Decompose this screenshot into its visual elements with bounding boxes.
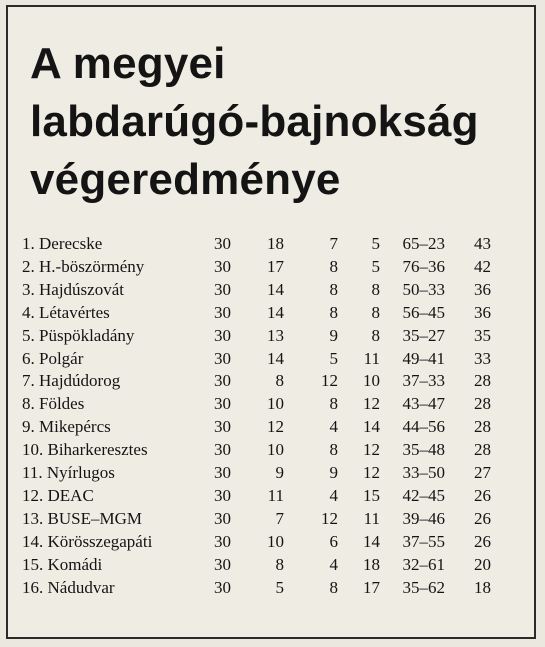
wins-cell: 8 — [275, 371, 284, 391]
wins-cell: 10 — [267, 394, 284, 414]
matches-played-cell: 30 — [214, 531, 231, 551]
team-name-cell: 13. BUSE–MGM — [22, 508, 142, 528]
table-row — [22, 508, 491, 531]
draws-cell: 7 — [329, 234, 338, 253]
draws-cell: 5 — [329, 348, 338, 368]
losses-cell: 12 — [363, 394, 380, 414]
wins-cell: 14 — [267, 302, 284, 322]
goal-ratio-cell: 33–50 — [402, 463, 445, 483]
wins-cell: 13 — [267, 325, 284, 345]
goal-ratio-cell: 50–33 — [402, 279, 445, 299]
table-row — [22, 554, 491, 577]
matches-played-cell: 30 — [214, 554, 231, 574]
team-name-cell: 6. Polgár — [22, 348, 84, 368]
team-name-cell: 16. Nádudvar — [22, 577, 115, 597]
points-cell: 33 — [474, 348, 491, 368]
team-name-cell: 4. Létavértes — [22, 302, 110, 322]
losses-cell: 8 — [371, 279, 380, 299]
wins-cell: 7 — [275, 508, 284, 528]
draws-cell: 12 — [321, 371, 338, 391]
matches-played-cell: 30 — [214, 508, 231, 528]
table-row — [22, 531, 491, 554]
table-row — [22, 416, 491, 439]
goal-ratio-cell: 76–36 — [402, 256, 445, 276]
matches-played-cell: 30 — [214, 325, 231, 345]
team-name-cell: 3. Hajdúszovát — [22, 279, 124, 299]
draws-cell: 8 — [329, 394, 338, 414]
table-row — [22, 370, 491, 393]
matches-played-cell: 30 — [214, 417, 231, 437]
points-cell: 26 — [474, 485, 491, 505]
points-cell: 28 — [474, 394, 491, 414]
matches-played-cell: 30 — [214, 234, 231, 253]
draws-cell: 6 — [329, 531, 338, 551]
wins-cell: 8 — [275, 554, 284, 574]
draws-cell: 4 — [329, 554, 338, 574]
wins-cell: 14 — [267, 348, 284, 368]
points-cell: 18 — [474, 577, 491, 597]
team-name-cell: 1. Derecske — [22, 234, 103, 253]
losses-cell: 18 — [363, 554, 380, 574]
goal-ratio-cell: 35–48 — [402, 440, 445, 460]
table-row — [22, 348, 491, 371]
points-cell: 20 — [474, 554, 491, 574]
losses-cell: 11 — [363, 348, 380, 368]
goal-ratio-cell: 35–62 — [402, 577, 445, 597]
points-cell: 27 — [474, 463, 491, 483]
article-title — [30, 35, 530, 209]
goal-ratio-cell: 35–27 — [402, 325, 445, 345]
losses-cell: 17 — [363, 577, 380, 597]
table-row — [22, 233, 491, 256]
goal-ratio-cell: 65–23 — [402, 234, 445, 253]
goal-ratio-cell: 49–41 — [402, 348, 445, 368]
matches-played-cell: 30 — [214, 256, 231, 276]
team-name-cell: 7. Hajdúdorog — [22, 371, 121, 391]
draws-cell: 9 — [329, 325, 338, 345]
matches-played-cell: 30 — [214, 394, 231, 414]
goal-ratio-cell: 39–46 — [402, 508, 445, 528]
wins-cell: 10 — [267, 440, 284, 460]
table-row — [22, 439, 491, 462]
losses-cell: 12 — [363, 463, 380, 483]
table-row — [22, 325, 491, 348]
wins-cell: 10 — [267, 531, 284, 551]
wins-cell: 9 — [275, 463, 284, 483]
points-cell: 28 — [474, 371, 491, 391]
matches-played-cell: 30 — [214, 577, 231, 597]
points-cell: 43 — [474, 234, 491, 253]
draws-cell: 8 — [329, 279, 338, 299]
goal-ratio-cell: 37–55 — [402, 531, 445, 551]
standings-body — [22, 233, 491, 600]
table-row — [22, 393, 491, 416]
team-name-cell: 9. Mikepércs — [22, 417, 111, 437]
points-cell: 26 — [474, 531, 491, 551]
matches-played-cell: 30 — [214, 485, 231, 505]
points-cell: 36 — [474, 302, 491, 322]
title-line: A megyei — [30, 39, 226, 88]
goal-ratio-cell: 32–61 — [402, 554, 445, 574]
losses-cell: 14 — [363, 417, 380, 437]
points-cell: 35 — [474, 325, 491, 345]
points-cell: 26 — [474, 508, 491, 528]
goal-ratio-cell: 42–45 — [402, 485, 445, 505]
points-cell: 42 — [474, 256, 491, 276]
wins-cell: 12 — [267, 417, 284, 437]
team-name-cell: 10. Biharkeresztes — [22, 440, 148, 460]
title-line: labdarúgó-bajnokság — [30, 97, 479, 146]
team-name-cell: 8. Földes — [22, 394, 85, 414]
losses-cell: 15 — [363, 485, 380, 505]
table-row — [22, 577, 491, 600]
losses-cell: 8 — [371, 325, 380, 345]
draws-cell: 8 — [329, 440, 338, 460]
matches-played-cell: 30 — [214, 371, 231, 391]
points-cell: 28 — [474, 417, 491, 437]
team-name-cell: 15. Komádi — [22, 554, 103, 574]
table-row — [22, 462, 491, 485]
team-name-cell: 12. DEAC — [22, 485, 94, 505]
standings-table — [22, 233, 491, 600]
wins-cell: 18 — [267, 234, 284, 253]
losses-cell: 5 — [371, 234, 380, 253]
goal-ratio-cell: 56–45 — [402, 302, 445, 322]
team-name-cell: 14. Körösszegapáti — [22, 531, 153, 551]
team-name-cell: 11. Nyírlugos — [22, 463, 115, 483]
table-row — [22, 256, 491, 279]
losses-cell: 5 — [371, 256, 380, 276]
team-name-cell: 5. Püspökladány — [22, 325, 135, 345]
matches-played-cell: 30 — [214, 440, 231, 460]
losses-cell: 12 — [363, 440, 380, 460]
draws-cell: 8 — [329, 256, 338, 276]
matches-played-cell: 30 — [214, 279, 231, 299]
points-cell: 36 — [474, 279, 491, 299]
matches-played-cell: 30 — [214, 348, 231, 368]
goal-ratio-cell: 37–33 — [402, 371, 445, 391]
table-row — [22, 302, 491, 325]
goal-ratio-cell: 43–47 — [402, 394, 445, 414]
losses-cell: 11 — [363, 508, 380, 528]
wins-cell: 14 — [267, 279, 284, 299]
team-name-cell: 2. H.-böszörmény — [22, 256, 145, 276]
wins-cell: 11 — [267, 485, 284, 505]
losses-cell: 8 — [371, 302, 380, 322]
title-line: végeredménye — [30, 155, 341, 204]
losses-cell: 14 — [363, 531, 380, 551]
table-row — [22, 485, 491, 508]
draws-cell: 9 — [329, 463, 338, 483]
draws-cell: 8 — [329, 302, 338, 322]
draws-cell: 8 — [329, 577, 338, 597]
matches-played-cell: 30 — [214, 463, 231, 483]
points-cell: 28 — [474, 440, 491, 460]
table-row — [22, 279, 491, 302]
goal-ratio-cell: 44–56 — [402, 417, 445, 437]
draws-cell: 4 — [329, 485, 338, 505]
wins-cell: 17 — [267, 256, 284, 276]
matches-played-cell: 30 — [214, 302, 231, 322]
wins-cell: 5 — [275, 577, 284, 597]
draws-cell: 12 — [321, 508, 338, 528]
losses-cell: 10 — [363, 371, 380, 391]
draws-cell: 4 — [329, 417, 338, 437]
